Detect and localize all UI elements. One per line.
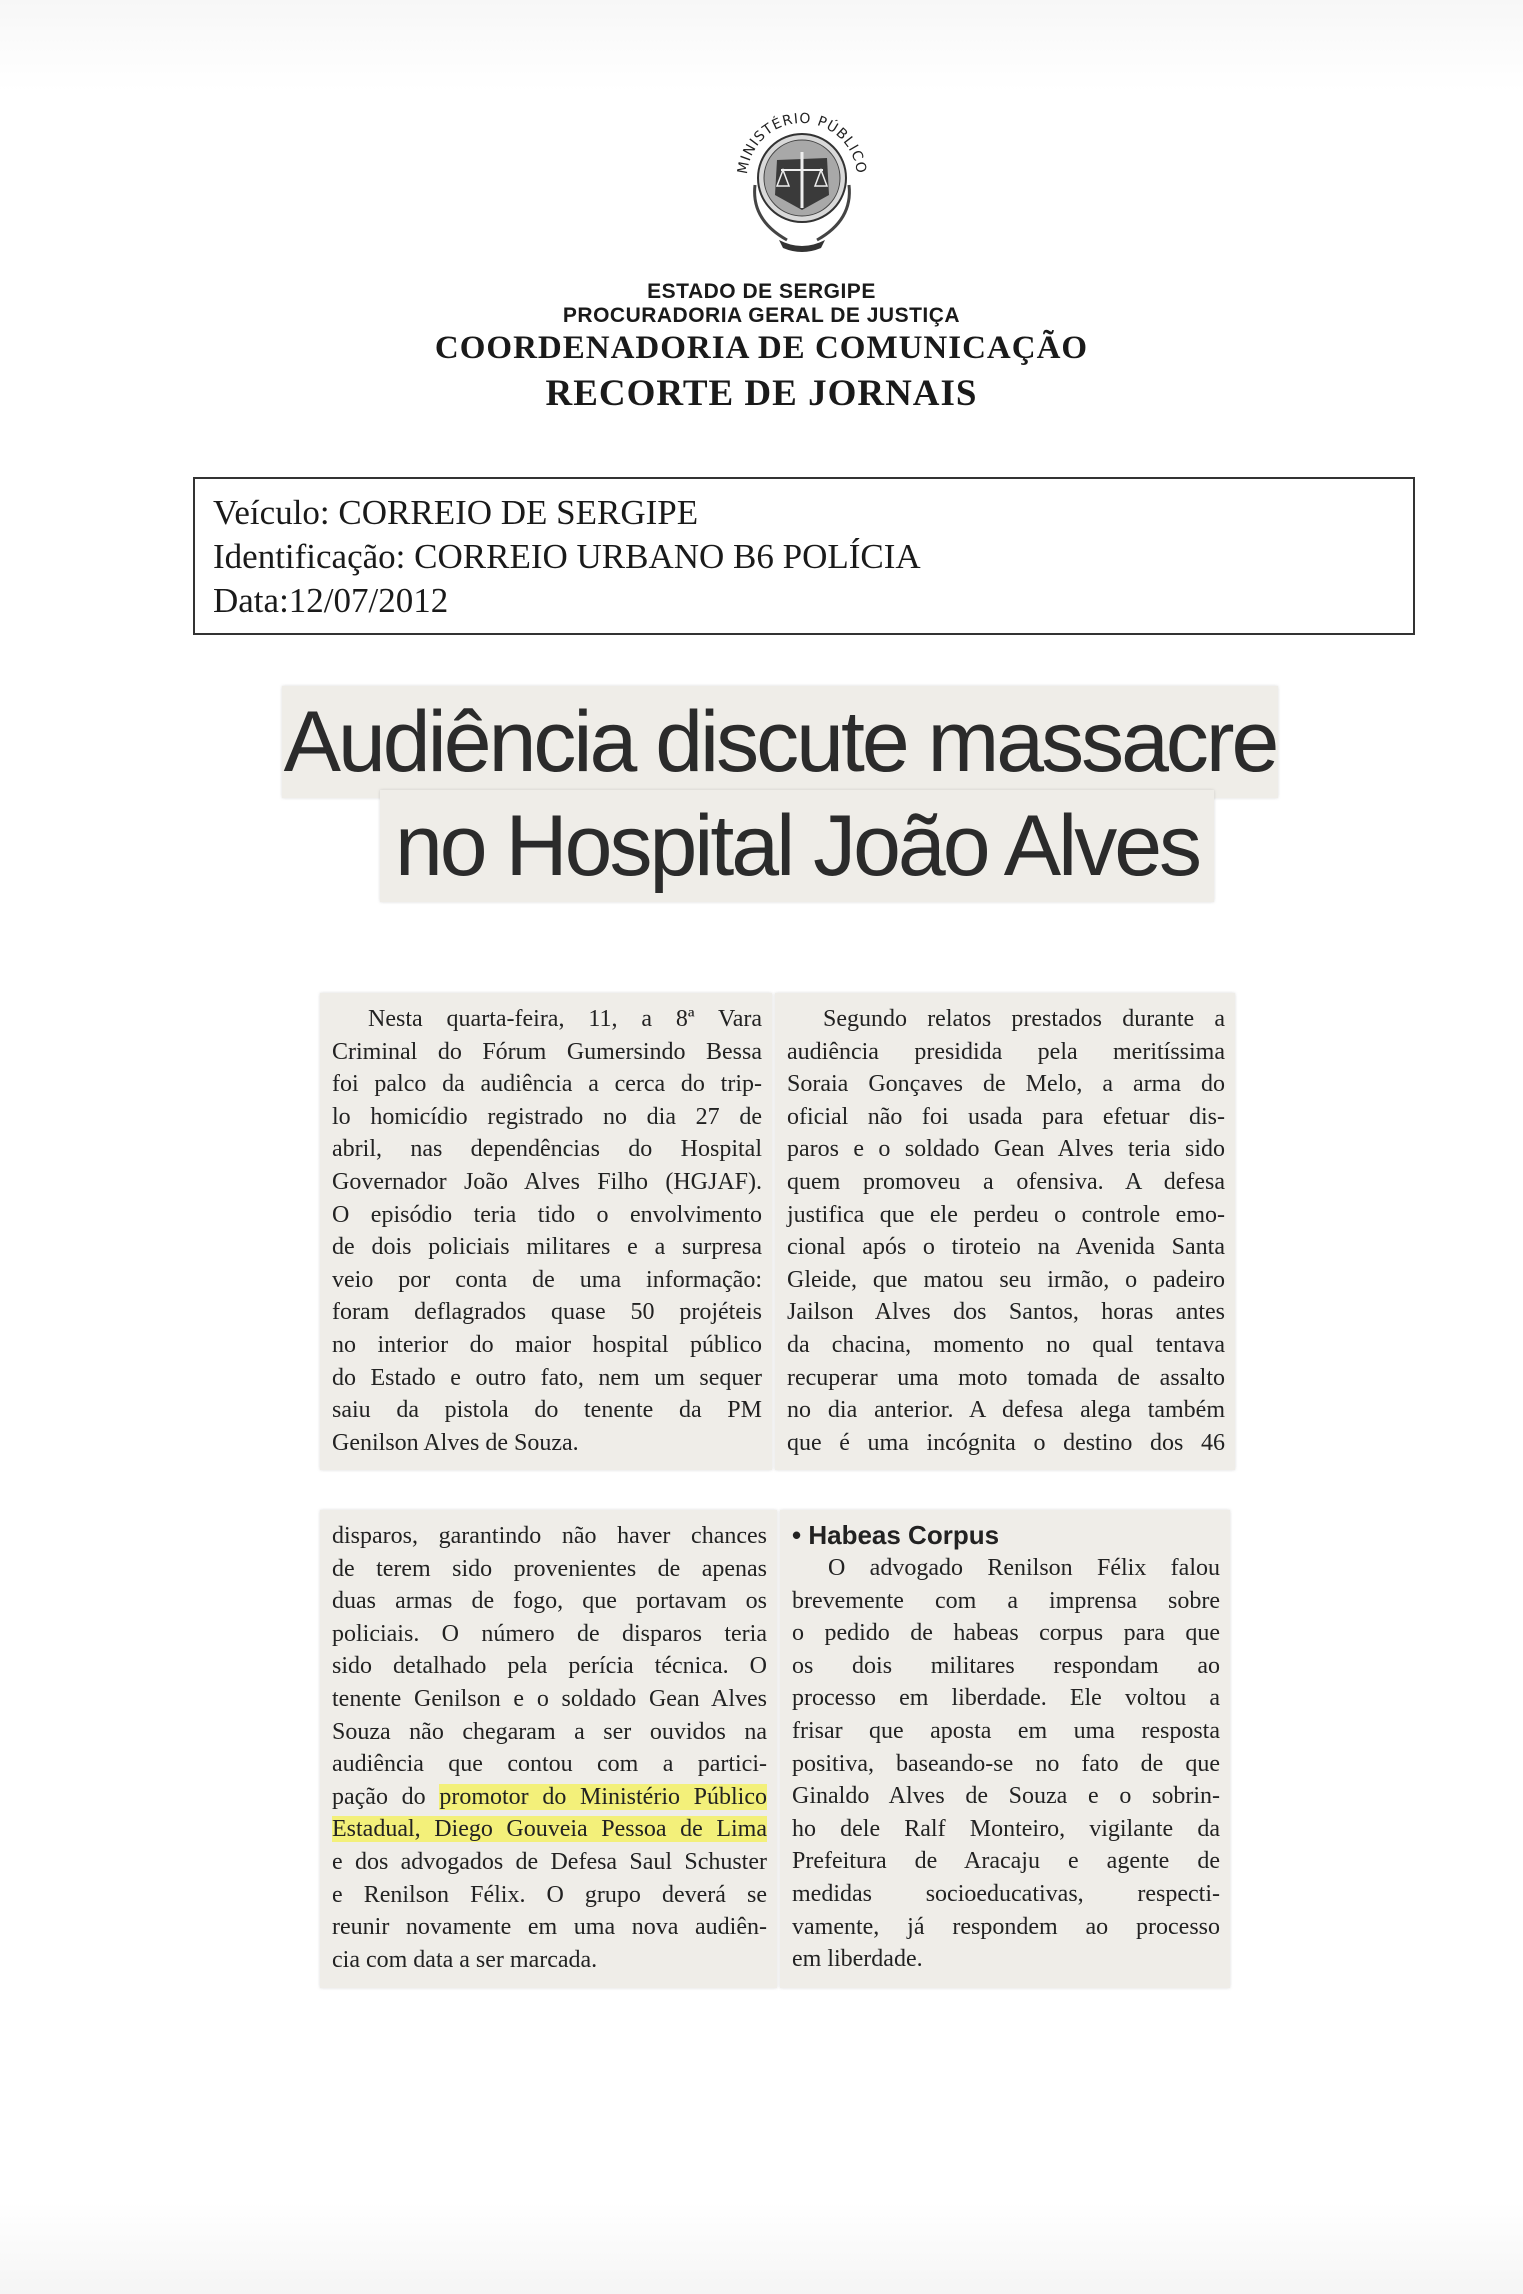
identificacao-field: Identificação: CORREIO URBANO B6 POLÍCIA xyxy=(213,537,921,576)
text-line: processo em liberdade. Ele voltou a xyxy=(792,1685,1220,1712)
seal-text: MINISTÉRIO PÚBLICO xyxy=(734,110,870,176)
text-line: saiu da pistola do tenente da PM xyxy=(332,1397,762,1424)
text-line: cional após o tiroteio na Avenida Santa xyxy=(787,1234,1225,1261)
coordenadoria-title: COORDENADORIA DE COMUNICAÇÃO xyxy=(434,330,1089,366)
article-column-3 xyxy=(320,1510,777,1988)
text-line: sido detalhado pela perícia técnica. O xyxy=(332,1653,767,1680)
clipping-info-box xyxy=(193,477,1415,635)
text-line: policiais. O número de disparos teria xyxy=(332,1620,767,1647)
text-line: audiência presidida pela meritíssima xyxy=(787,1038,1225,1065)
text-line: duas armas de fogo, que portavam os xyxy=(332,1588,767,1615)
text-line: frisar que aposta em uma resposta xyxy=(792,1717,1220,1744)
text-line: medidas socioeducativas, respecti- xyxy=(792,1880,1220,1907)
text-line: reunir novamente em uma nova audiên- xyxy=(332,1914,767,1941)
text-line: que é uma incógnita o destino dos 46 xyxy=(787,1429,1225,1456)
text-line: no dia anterior. A defesa alega também xyxy=(787,1397,1225,1424)
text-line: Soraia Gonçaves de Melo, a arma do xyxy=(787,1071,1225,1098)
text-line: Genilson Alves de Souza. xyxy=(332,1429,579,1456)
text-segment: pação do xyxy=(332,1783,426,1810)
ministerio-publico-seal xyxy=(717,90,887,260)
text-line: audiência que contou com a partici- xyxy=(332,1751,767,1778)
text-line: o pedido de habeas corpus para que xyxy=(792,1620,1220,1647)
column-1-text xyxy=(332,1003,762,1459)
procuradoria-title: PROCURADORIA GERAL DE JUSTIÇA xyxy=(562,304,961,327)
headline-line-2: no Hospital João Alves xyxy=(394,798,1200,894)
article-column-4 xyxy=(780,1510,1230,1988)
text-line: foram deflagrados quase 50 projéteis xyxy=(332,1299,762,1326)
text-line: veio por conta de uma informação: xyxy=(332,1266,762,1293)
text-line: brevemente com a imprensa sobre xyxy=(792,1587,1220,1614)
text-line: ho dele Ralf Monteiro, vigilante da xyxy=(792,1815,1220,1842)
habeas-corpus-subhead: • Habeas Corpus xyxy=(792,1520,1000,1550)
text-line: e Renilson Félix. O grupo deverá se xyxy=(332,1881,767,1908)
column-4-text xyxy=(792,1520,1220,1976)
data-field: Data:12/07/2012 xyxy=(213,581,449,620)
headline-clip-2 xyxy=(380,790,1214,902)
text-line: Nesta quarta-feira, 11, a 8ª Vara xyxy=(368,1006,762,1032)
text-line: cia com data a ser marcada. xyxy=(332,1946,598,1973)
veiculo-field: Veículo: CORREIO DE SERGIPE xyxy=(213,493,699,532)
text-line: Criminal do Fórum Gumersindo Bessa xyxy=(332,1038,762,1065)
text-line: paros e o soldado Gean Alves teria sido xyxy=(787,1136,1225,1163)
text-line: Governador João Alves Filho (HGJAF). xyxy=(332,1168,762,1195)
article-column-1 xyxy=(320,993,772,1470)
text-line: quem promoveu a ofensiva. A defesa xyxy=(787,1168,1225,1195)
text-line: da chacina, momento no qual tentava xyxy=(787,1331,1225,1358)
text-line-highlighted xyxy=(332,1781,767,1814)
text-line: e dos advogados de Defesa Saul Schuster xyxy=(332,1848,767,1875)
text-line: lo homicídio registrado no dia 27 de xyxy=(332,1103,762,1130)
article-column-2 xyxy=(775,993,1235,1470)
text-line: O advogado Renilson Félix falou xyxy=(828,1555,1220,1581)
text-line: Jailson Alves dos Santos, horas antes xyxy=(787,1299,1225,1326)
headline-line-1: Audiência discute massacre xyxy=(283,694,1277,790)
text-line-highlighted xyxy=(332,1813,767,1846)
text-line: foi palco da audiência a cerca do trip- xyxy=(332,1071,762,1098)
text-line: abril, nas dependências do Hospital xyxy=(332,1136,762,1163)
state-title: ESTADO DE SERGIPE xyxy=(647,280,876,303)
text-line: O episódio teria tido o envolvimento xyxy=(332,1201,762,1228)
text-line: positiva, baseando-se no fato de que xyxy=(792,1750,1220,1777)
text-line: Souza não chegaram a ser ouvidos na xyxy=(332,1718,767,1745)
text-line: disparos, garantindo não haver chances xyxy=(332,1523,767,1549)
text-line: em liberdade. xyxy=(792,1946,923,1973)
highlighted-text: Estadual, Diego Gouveia Pessoa de Lima xyxy=(332,1816,767,1843)
seal-emblem-icon xyxy=(717,90,887,260)
headline-clip-1 xyxy=(282,686,1278,798)
column-3-text xyxy=(332,1520,767,1976)
text-line: Prefeitura de Aracaju e agente de xyxy=(792,1848,1220,1875)
text-line: do Estado e outro fato, nem um sequer xyxy=(332,1364,762,1391)
column-2-text xyxy=(787,1003,1225,1459)
text-line: no interior do maior hospital público xyxy=(332,1331,762,1358)
text-line: Gleide, que matou seu irmão, o padeiro xyxy=(787,1266,1225,1293)
recorte-title: RECORTE DE JORNAIS xyxy=(545,373,978,414)
text-line: tenente Genilson e o soldado Gean Alves xyxy=(332,1685,767,1712)
text-line: justifica que ele perdeu o controle emo- xyxy=(787,1201,1225,1228)
text-line: de terem sido provenientes de apenas xyxy=(332,1555,767,1582)
text-line: Segundo relatos prestados durante a xyxy=(823,1006,1225,1032)
text-line: os dois militares respondam ao xyxy=(792,1652,1220,1679)
text-line: vamente, já respondem ao processo xyxy=(792,1913,1220,1940)
text-line: de dois policiais militares e a surpresa xyxy=(332,1234,762,1261)
text-line: oficial não foi usada para efetuar dis- xyxy=(787,1103,1225,1130)
text-line: recuperar uma moto tomada de assalto xyxy=(787,1364,1225,1391)
highlighted-text: promotor do Ministério Público xyxy=(439,1783,768,1810)
text-line: Ginaldo Alves de Souza e o sobrin- xyxy=(792,1783,1220,1810)
